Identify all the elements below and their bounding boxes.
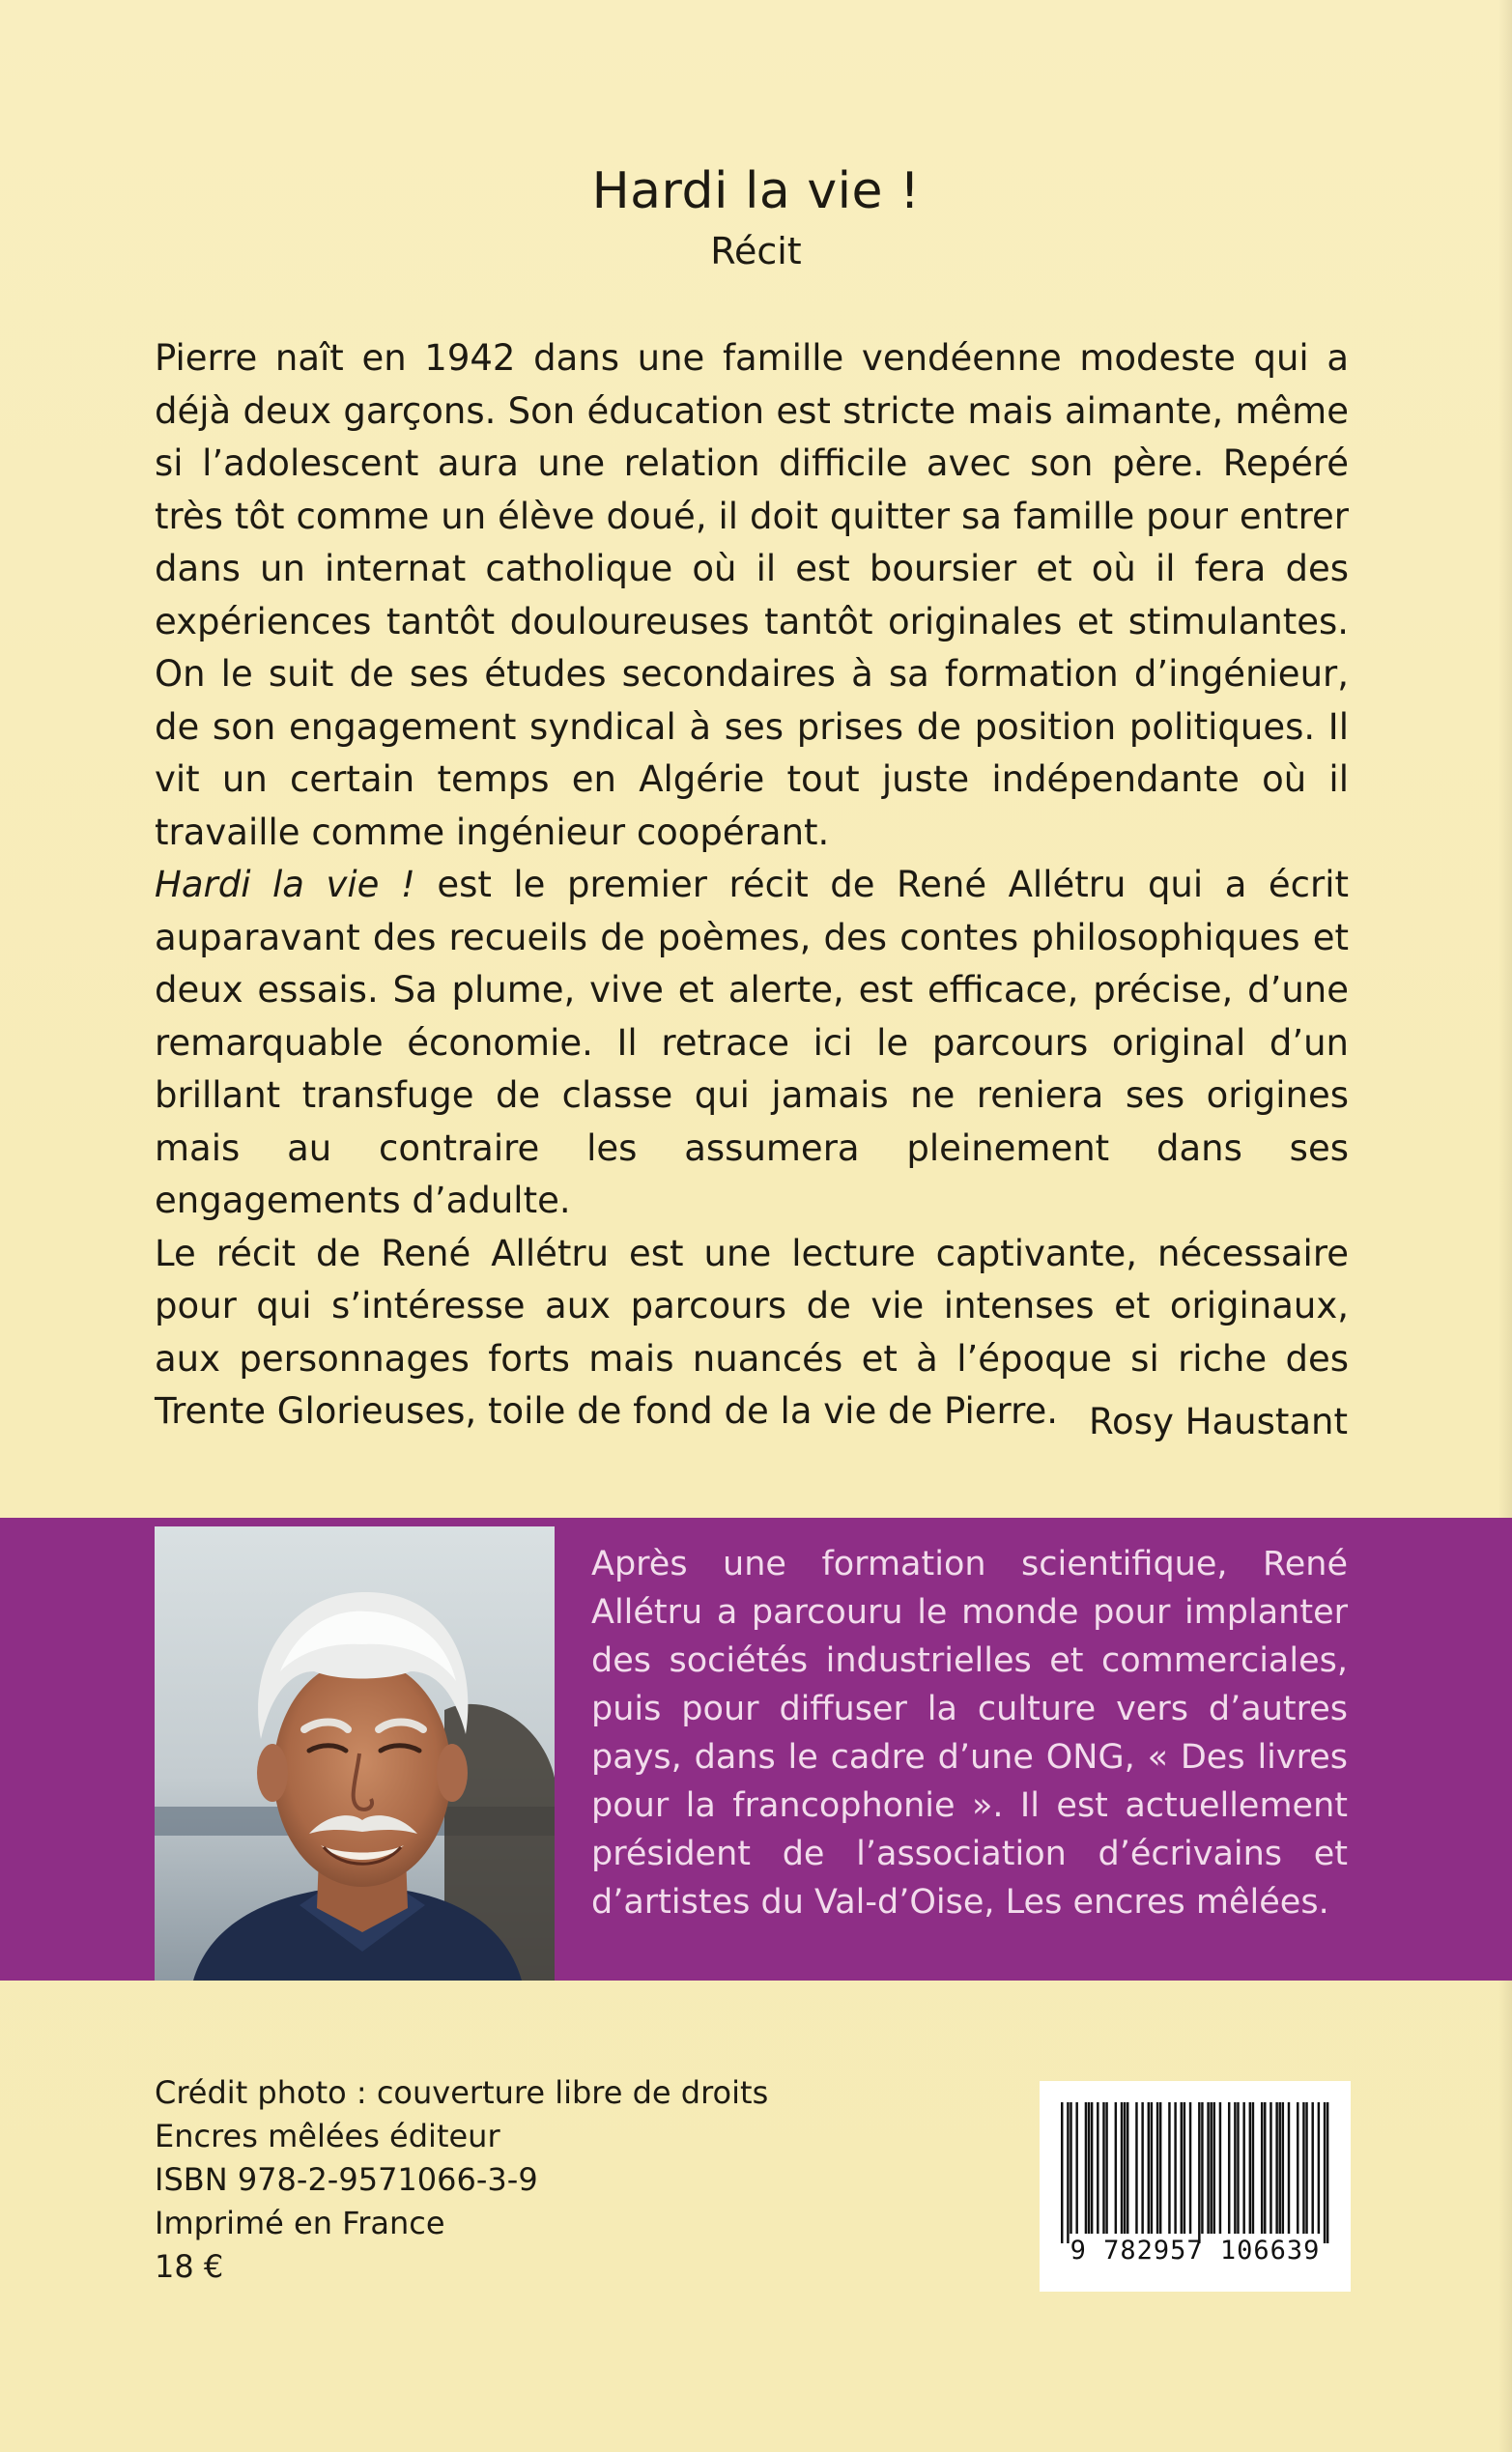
cover-edge-shadow [1498, 0, 1512, 2452]
blurb-title-italic: Hardi la vie ! [155, 864, 415, 905]
barcode-bar [1075, 2102, 1077, 2234]
barcode-bar [1302, 2102, 1304, 2234]
barcode-bar [1088, 2102, 1090, 2234]
portrait-illustration [155, 1526, 555, 1981]
barcode-bar [1282, 2102, 1284, 2234]
barcode-bar [1261, 2102, 1263, 2234]
barcode-bar [1234, 2102, 1236, 2234]
barcode-bar [1270, 2102, 1271, 2234]
barcode-bar [1297, 2102, 1298, 2234]
isbn: ISBN 978-2-9571066-3-9 [155, 2161, 538, 2198]
barcode-bar [1135, 2102, 1137, 2234]
blurb-paragraph-1: Pierre naît en 1942 dans une famille vendéenne modeste qui a déjà deux garçons. Son éducation est stricte mais aimante, même si l’adolescent aura une relation difficile avec son père. Repéré très tôt comme un élève doué, il doit quitter sa famille pour entrer dans un internat catholique où il est boursier et où il fera des expériences tantôt douloureuses tantôt originales et stimulantes. On le suit de ses études secondaires à sa formation d’ingénieur, de son engagement syndical à ses prises de position politiques. Il vit un certain temps en Algérie tout juste indépendante où il travaille comme ingénieur coopérant. [155, 337, 1349, 853]
barcode-bar [1168, 2102, 1170, 2234]
barcode-bar [1184, 2102, 1185, 2234]
barcode-bar [1213, 2102, 1215, 2234]
barcode-bar [1097, 2102, 1098, 2234]
barcode-bar [1151, 2102, 1153, 2234]
barcode-bar [1288, 2102, 1290, 2234]
book-subtitle: Récit [710, 230, 802, 272]
barcode-bar [1249, 2102, 1251, 2234]
barcode-bar [1228, 2102, 1230, 2234]
barcode-bar [1237, 2102, 1239, 2234]
colophon [155, 2071, 768, 2289]
barcode-bar [1305, 2102, 1307, 2234]
barcode-bar [1067, 2102, 1069, 2243]
barcode-bar [1189, 2102, 1191, 2234]
barcode-bar [1181, 2102, 1183, 2234]
barcode-bar [1207, 2102, 1209, 2234]
barcode-bar [1156, 2102, 1158, 2234]
barcode-bar [1121, 2102, 1123, 2234]
blurb [155, 332, 1349, 1439]
barcode-bar [1278, 2102, 1280, 2234]
photo-credit: Crédit photo : couverture libre de droits [155, 2074, 769, 2111]
barcode-bar [1219, 2102, 1221, 2234]
barcode-bar [1324, 2102, 1326, 2243]
barcode-bar [1127, 2102, 1128, 2234]
barcode-bar [1148, 2102, 1150, 2234]
barcode-bar [1115, 2102, 1117, 2234]
barcode-bar [1242, 2102, 1244, 2234]
barcode-bar [1275, 2102, 1277, 2234]
blurb-signature: Rosy Haustant [1089, 1401, 1348, 1442]
barcode-bar [1141, 2102, 1143, 2234]
barcode-bar [1311, 2102, 1313, 2234]
barcode-bar [1070, 2102, 1071, 2234]
barcode-bar [1085, 2102, 1087, 2234]
barcode-bar [1198, 2102, 1200, 2243]
blurb-paragraph-2-text: est le premier récit de René Allétru qui a écrit auparavant des recueils de poèmes, des contes philosophiques et deux essais. Sa plume, vive et alerte, est efficace, précise, d’une remarquable économie. Il retrace ici le parcours original d’un brillant transfuge de classe qui jamais ne reniera ses origines mais au contraire les assumera pleinement dans ses engagements d’adulte. [155, 864, 1350, 1221]
barcode-bar [1124, 2102, 1126, 2234]
book-title: Hardi la vie ! [591, 162, 921, 220]
barcode-bar [1061, 2102, 1063, 2243]
blurb-paragraph-3: Le récit de René Allétru est une lecture captivante, nécessaire pour qui s’intéresse aux parcours de vie intenses et originaux, aux personnages forts mais nuancés et à l’époque si riche des Trente Glorieuses, toile de fond de la vie de Pierre. [155, 1232, 1349, 1432]
blurb-paragraph-2 [155, 859, 1349, 1228]
author-portrait [155, 1526, 555, 1981]
barcode [1040, 2081, 1351, 2292]
price: 18 € [155, 2248, 224, 2285]
barcode-bar [1091, 2102, 1093, 2234]
barcode-number: 9 782957 106639 [1070, 2236, 1321, 2266]
barcode-bar [1201, 2102, 1203, 2234]
author-bio: Après une formation scientifique, René Allétru a parcouru le monde pour implanter des sociétés industrielles et commerciales, puis pour diffuser la culture vers d’autres pays, dans le cadre d’une ONG, « Des livres pour la francophonie ». Il est actuellement président de l’association d’écrivains et d’artistes du Val-d’Oise, Les encres mêlées. [591, 1545, 1348, 1922]
barcode-bar [1105, 2102, 1107, 2234]
publisher: Encres mêlées éditeur [155, 2118, 500, 2154]
barcode-bar [1210, 2102, 1212, 2234]
barcode-bar [1264, 2102, 1266, 2234]
barcode-bar [1252, 2102, 1254, 2234]
barcode-bar [1327, 2102, 1328, 2243]
barcode-bar [1159, 2102, 1161, 2234]
barcode-bar [1174, 2102, 1176, 2234]
barcode-bar [1102, 2102, 1104, 2234]
barcode-bar [1318, 2102, 1320, 2234]
printed-in: Imprimé en France [155, 2205, 445, 2241]
